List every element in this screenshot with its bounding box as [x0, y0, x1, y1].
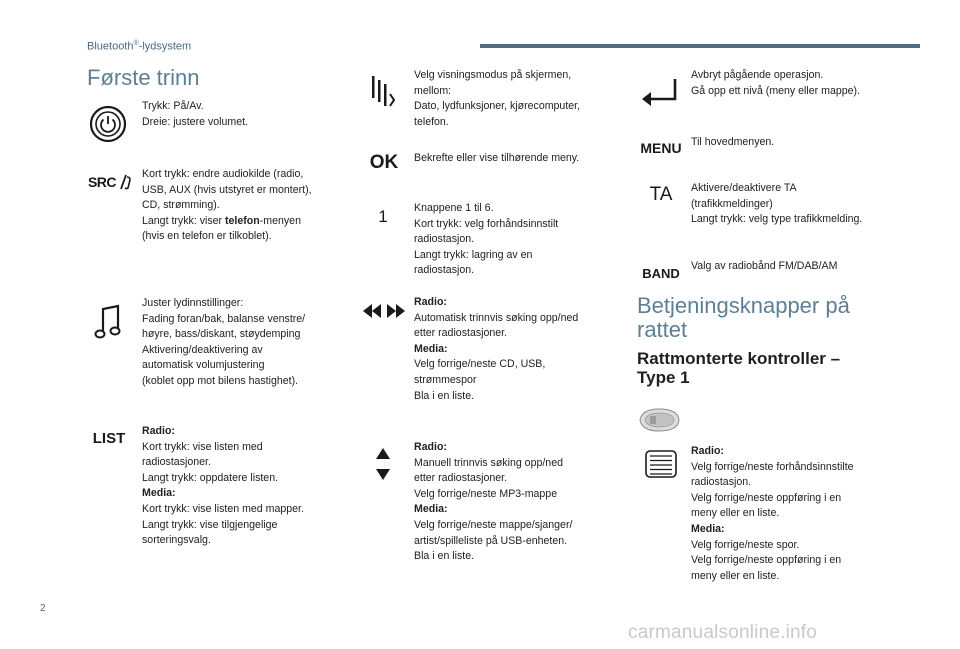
text-line: Velg forrige/neste forhåndsinnstilte	[691, 460, 854, 473]
section-title-line: rattet	[637, 317, 688, 342]
text-line: Radio:	[691, 445, 724, 457]
text-line: høyre, bass/diskant, støydemping	[142, 328, 301, 341]
list-description	[142, 424, 304, 549]
text-line: Kort trykk: endre audiokilde (radio,	[142, 168, 304, 180]
power-icon	[88, 104, 128, 144]
band-description	[691, 259, 837, 275]
text-line: (koblet opp mot bilens hastighet).	[142, 374, 299, 387]
text-line: Langt trykk: velg type trafikkmelding.	[691, 213, 863, 226]
text-line: Media:	[414, 503, 448, 516]
seek-left-right-icon	[362, 302, 406, 320]
text-line: Kort trykk: vise listen med mapper.	[142, 502, 304, 515]
text-line: Langt trykk: lagring av en	[414, 248, 533, 261]
page-number: 2	[40, 603, 46, 614]
display-mode-description	[414, 68, 580, 130]
text-line: (hvis en telefon er tilkoblet).	[142, 230, 272, 243]
return-description	[691, 68, 860, 99]
text-line: Langt trykk: oppdatere listen.	[142, 471, 279, 484]
src-description	[142, 167, 312, 245]
text-line: sorteringsvalg.	[142, 534, 211, 547]
text-line: Kort trykk: vise listen med	[142, 440, 263, 453]
text-line: mellom:	[414, 84, 452, 97]
text-line: (trafikkmeldinger)	[691, 197, 773, 210]
text-line: meny eller en liste.	[691, 507, 780, 520]
power-description	[142, 99, 248, 130]
band-label: BAND	[642, 265, 680, 281]
text-line: Langt trykk: vise tilgjengelige	[142, 518, 278, 531]
list-label: LIST	[92, 429, 126, 447]
text-line: telefon.	[414, 115, 449, 128]
text-line: CD, strømming).	[142, 199, 220, 212]
text-line: Manuell trinnvis søking opp/ned	[414, 456, 563, 469]
text-line: Velg forrige/neste oppføring i en	[691, 554, 842, 567]
running-header-suffix: -lydsystem	[138, 40, 192, 53]
registered-mark: ®	[133, 40, 139, 47]
scroll-wheel-description	[691, 444, 854, 584]
ok-label: OK	[369, 152, 399, 173]
text-line: Juster lydinnstillinger:	[142, 297, 244, 309]
text-line: Bla i en liste.	[414, 389, 475, 402]
text-line: Radio:	[414, 296, 447, 308]
text-line: Avbryt pågående operasjon.	[691, 69, 824, 81]
text-line: Valg av radiobånd FM/DAB/AM	[691, 260, 838, 272]
text-line: etter radiostasjoner.	[414, 472, 508, 485]
text-line: radiostasjon.	[691, 476, 752, 489]
src-tel-icon	[86, 171, 134, 193]
subsection-title-line: Rattmonterte kontroller –	[637, 349, 841, 368]
steering-control-illustration	[636, 406, 682, 434]
text-line: Radio:	[142, 425, 175, 437]
text-line: strømmespor	[414, 373, 477, 386]
running-header	[87, 40, 191, 53]
text-line: Velg forrige/neste CD, USB,	[414, 358, 546, 371]
ok-description	[414, 151, 579, 167]
watermark: carmanualsonline.info	[628, 622, 818, 643]
sound-settings-description	[142, 296, 305, 390]
menu-description	[691, 135, 774, 151]
text-line-telefon: Langt trykk: viser telefon-menyen	[142, 214, 301, 227]
ta-icon	[646, 183, 676, 207]
text-line: automatisk volumjustering	[142, 359, 265, 372]
preset-number-label: 1	[378, 207, 388, 226]
list-icon	[90, 428, 128, 448]
subsection-title-line: Type 1	[637, 368, 690, 387]
text-line: radiostasjon.	[414, 233, 475, 246]
text-line: USB, AUX (hvis utstyret er montert),	[142, 183, 312, 196]
text-line: Trykk: På/Av.	[142, 100, 204, 112]
header-rule	[480, 44, 920, 48]
text-line: meny eller en liste.	[691, 569, 780, 582]
text-line: Automatisk trinnvis søking opp/ned	[414, 311, 579, 324]
text-line: Gå opp ett nivå (meny eller mappe).	[691, 84, 860, 97]
text-line: Media:	[691, 522, 725, 535]
ta-label: TA	[649, 184, 673, 205]
text-line: Media:	[414, 342, 448, 355]
return-arrow-icon	[640, 76, 680, 110]
music-note-icon	[92, 302, 124, 342]
up-down-arrows-icon	[374, 446, 392, 482]
text-line: Radio:	[414, 441, 447, 453]
text-line: Velg visningsmodus på skjermen,	[414, 69, 572, 81]
text-line: artist/spilleliste på USB-enheten.	[414, 534, 568, 547]
text-line: Bekrefte eller vise tilhørende meny.	[414, 152, 580, 164]
menu-icon	[636, 138, 686, 158]
text-line: radiostasjon.	[414, 264, 475, 277]
text-line: etter radiostasjoner.	[414, 327, 508, 340]
ta-description	[691, 181, 862, 228]
text-line: Dato, lydfunksjoner, kjørecomputer,	[414, 100, 581, 113]
text-line: Til hovedmenyen.	[691, 136, 775, 148]
display-mode-icon	[368, 74, 398, 108]
src-label: SRC	[87, 174, 117, 190]
text-line: Media:	[142, 487, 176, 500]
section-title-betjeningsknapper	[637, 294, 850, 342]
text-line: Velg forrige/neste oppføring i en	[691, 491, 842, 504]
text-line: Kort trykk: velg forhåndsinnstilt	[414, 217, 559, 230]
preset-buttons-description	[414, 201, 558, 279]
text-line: Velg forrige/neste mappe/sjanger/	[414, 518, 573, 531]
subsection-title-type-1	[637, 349, 840, 387]
text-line: Knappene 1 til 6.	[414, 202, 494, 214]
manual-seek-description	[414, 440, 572, 565]
text-line: Dreie: justere volumet.	[142, 115, 248, 128]
section-title-line: Betjeningsknapper på	[637, 293, 850, 318]
band-icon	[638, 264, 684, 282]
ok-icon	[367, 152, 401, 174]
text-line: Fading foran/bak, balanse venstre/	[142, 312, 306, 325]
menu-label: MENU	[640, 140, 682, 156]
running-header-prefix: Bluetooth	[87, 40, 134, 53]
text-line: Velg forrige/neste spor.	[691, 538, 800, 551]
text-line: Aktivere/deaktivere TA	[691, 182, 797, 194]
text-line: Velg forrige/neste MP3-mappe	[414, 487, 558, 500]
section-title-forste-trinn: Første trinn	[87, 65, 200, 90]
scroll-wheel-icon	[644, 450, 678, 478]
text-line: Aktivering/deaktivering av	[142, 343, 263, 356]
text-line: Bla i en liste.	[414, 550, 475, 563]
text-line: radiostasjoner.	[142, 456, 211, 469]
preset-number-icon	[374, 206, 392, 228]
seek-description	[414, 295, 578, 404]
